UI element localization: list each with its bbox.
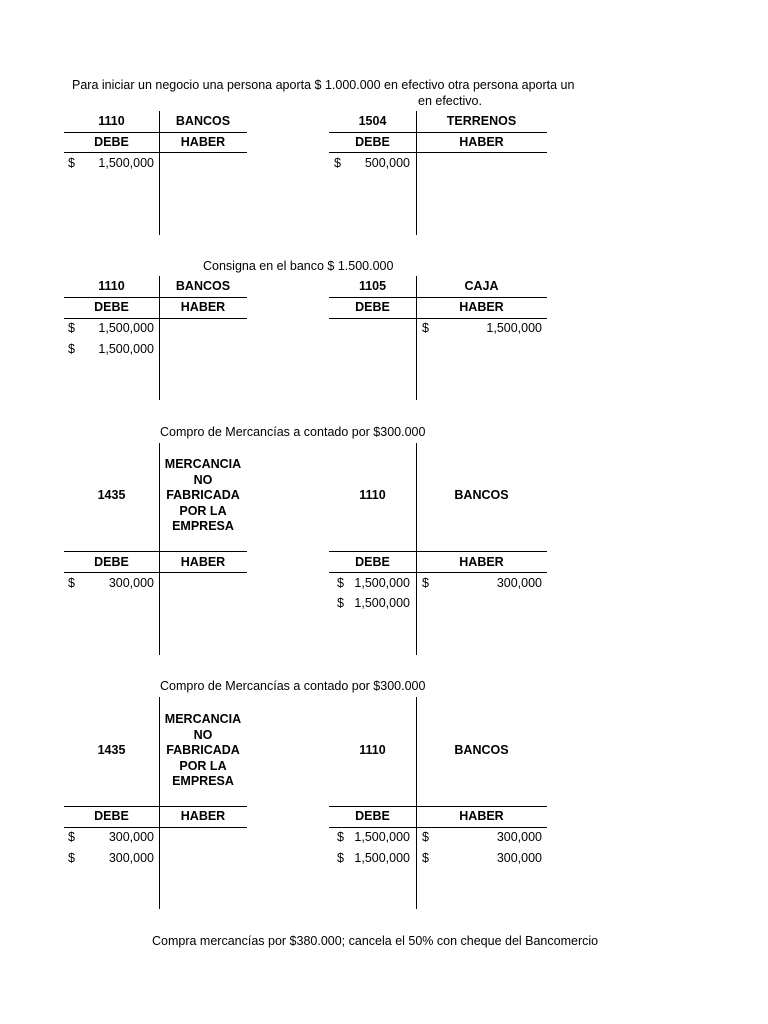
header-rule xyxy=(329,551,547,552)
consigna-caption: Consigna en el banco $ 1.500.000 xyxy=(203,259,394,273)
haber-label: HABER xyxy=(459,300,504,314)
entry-amount: 1,500,000 xyxy=(486,321,542,335)
currency-symbol: $ xyxy=(337,851,344,865)
account-code: 1105 xyxy=(358,279,387,293)
currency-symbol: $ xyxy=(422,830,429,844)
t-divider xyxy=(416,443,417,655)
currency-symbol: $ xyxy=(337,596,344,610)
account-code: 1504 xyxy=(358,114,387,128)
header-rule xyxy=(329,806,547,807)
header-rule xyxy=(329,297,547,298)
haber-label: HABER xyxy=(459,555,504,569)
intro-caption-line1: Para iniciar un negocio una persona aporta $ 1.000.000 en efectivo otra persona aporta un xyxy=(72,78,575,92)
column-header-rule xyxy=(64,827,247,828)
column-header-rule xyxy=(329,572,547,573)
t-divider xyxy=(416,697,417,909)
account-name: CAJA xyxy=(464,279,499,293)
debe-label: DEBE xyxy=(94,555,129,569)
account-code: 1435 xyxy=(97,743,126,757)
header-rule xyxy=(64,297,247,298)
compra-final-caption-cell xyxy=(150,933,628,951)
account-name: BANCOS xyxy=(454,743,509,757)
haber-label: HABER xyxy=(180,555,226,569)
entry-amount: 300,000 xyxy=(108,576,154,590)
account-name: BANCOS xyxy=(454,488,509,502)
t-divider xyxy=(416,276,417,400)
entry-amount: 1,500,000 xyxy=(98,156,154,170)
currency-symbol: $ xyxy=(422,321,429,335)
intro-caption-line2: en efectivo. xyxy=(418,94,482,108)
currency-symbol: $ xyxy=(337,576,344,590)
t-divider xyxy=(416,111,417,235)
entry-amount: 300,000 xyxy=(496,830,542,844)
t-divider xyxy=(159,111,160,235)
currency-symbol: $ xyxy=(334,156,341,170)
entry-amount: 1,500,000 xyxy=(98,342,154,356)
entry-amount: 300,000 xyxy=(108,851,154,865)
account-code: 1435 xyxy=(97,488,126,502)
account-name: TERRENOS xyxy=(446,114,517,128)
currency-symbol: $ xyxy=(422,851,429,865)
currency-symbol: $ xyxy=(68,851,75,865)
entry-amount: 1,500,000 xyxy=(354,830,410,844)
currency-symbol: $ xyxy=(68,156,75,170)
debe-label: DEBE xyxy=(94,809,129,823)
header-rule xyxy=(329,132,547,133)
haber-label: HABER xyxy=(459,809,504,823)
entry-amount: 1,500,000 xyxy=(354,596,410,610)
currency-symbol: $ xyxy=(68,830,75,844)
account-code: 1110 xyxy=(359,743,386,757)
compro-caption-1: Compro de Mercancías a contado por $300.000 xyxy=(160,425,426,439)
haber-label: HABER xyxy=(459,135,504,149)
header-rule xyxy=(64,806,247,807)
debe-label: DEBE xyxy=(355,300,390,314)
entry-amount: 1,500,000 xyxy=(354,851,410,865)
column-header-rule xyxy=(64,152,247,153)
debe-label: DEBE xyxy=(355,555,390,569)
entry-amount: 1,500,000 xyxy=(354,576,410,590)
account-code: 1110 xyxy=(98,279,125,293)
debe-label: DEBE xyxy=(94,135,129,149)
account-name: MERCANCIA NO FABRICADA POR LA EMPRESA xyxy=(164,712,242,789)
column-header-rule xyxy=(64,572,247,573)
column-header-rule xyxy=(329,152,547,153)
currency-symbol: $ xyxy=(422,576,429,590)
debe-label: DEBE xyxy=(355,809,390,823)
account-name: BANCOS xyxy=(175,279,231,293)
entry-amount: 1,500,000 xyxy=(98,321,154,335)
haber-label: HABER xyxy=(180,300,226,314)
entry-amount: 300,000 xyxy=(496,851,542,865)
currency-symbol: $ xyxy=(68,576,75,590)
header-rule xyxy=(64,551,247,552)
t-divider xyxy=(159,697,160,909)
entry-amount: 300,000 xyxy=(496,576,542,590)
account-name: BANCOS xyxy=(175,114,231,128)
currency-symbol: $ xyxy=(68,342,75,356)
column-header-rule xyxy=(329,827,547,828)
haber-label: HABER xyxy=(180,809,226,823)
debe-label: DEBE xyxy=(355,135,390,149)
currency-symbol: $ xyxy=(337,830,344,844)
compro-caption-2: Compro de Mercancías a contado por $300.000 xyxy=(160,679,426,693)
account-name: MERCANCIA NO FABRICADA POR LA EMPRESA xyxy=(164,457,242,534)
header-rule xyxy=(64,132,247,133)
haber-label: HABER xyxy=(180,135,226,149)
debe-label: DEBE xyxy=(94,300,129,314)
column-header-rule xyxy=(329,318,547,319)
currency-symbol: $ xyxy=(68,321,75,335)
column-header-rule xyxy=(64,318,247,319)
compra-final-caption: Compra mercancías por $380.000; cancela el 50% con cheque del Bancomercio xyxy=(152,934,599,948)
account-code: 1110 xyxy=(359,488,386,502)
account-code: 1110 xyxy=(98,114,125,128)
entry-amount: 500,000 xyxy=(364,156,410,170)
entry-amount: 300,000 xyxy=(108,830,154,844)
t-divider xyxy=(159,443,160,655)
t-divider xyxy=(159,276,160,400)
